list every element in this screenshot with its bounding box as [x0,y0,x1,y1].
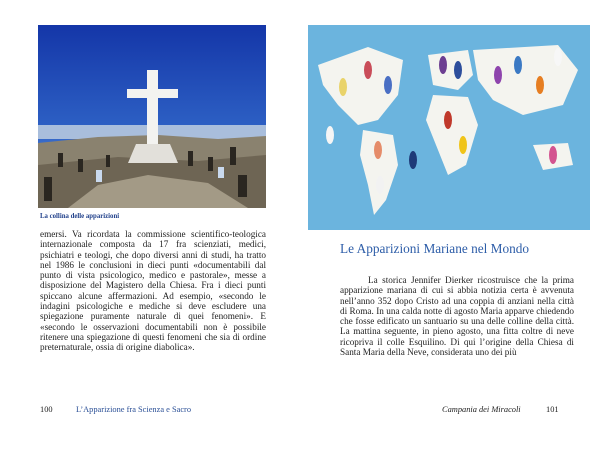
left-running-title: L’Apparizione fra Scienza e Sacro [76,405,192,414]
right-page-number: 101 [546,405,559,414]
left-body-paragraph: emersi. Va ricordata la commissione scientifico-teologica internazionale composta da 17 fra scienziati, medici, psichiatri e teologi, che dopo diversi anni di studi, ha tratto nel 1986 le conclusioni in dieci punti «documentabili dal punto di vista psicologico, medico e pastorale», messe a disposizione del Magistero della Chiesa. Fra i dieci punti spiccano alcune affermazioni. Ad esempio, «secondo le indagini psicologiche e mediche si deve escludere una spiegazione puramente naturale di quei fenomeni». E «secondo le osservazioni documentabili non è possibile ritenere una spiegazione di questi fenomeni che sia di ordine preternaturale, ossia di origine diabolica». [40,229,266,353]
left-body-text [40,229,266,353]
apparitions-world-map [308,25,590,230]
right-running-title: Campania dei Miracoli [442,405,521,414]
right-body-paragraph: La storica Jennifer Dierker ricostruisce che la prima apparizione mariana di cui si abbia notizia certa è avvenuta nell’anno 352 dopo Cristo ad una coppia di anziani nella città di Roma. In una calda notte di agosto Maria apparve chiedendo che fosse edificato un santuario su una delle colline della città. La mattina seguente, in pieno agosto, una fitta coltre di neve ricopriva il colle Esquilino. Di qui l’origine della Chiesa di Santa Maria della Neve, considerata uno dei più [340,275,574,358]
hilltop-cross-photo [38,25,266,208]
photo-caption: La collina delle apparizioni [40,213,120,220]
left-page-number: 100 [40,405,53,414]
section-title: Le Apparizioni Mariane nel Mondo [340,241,530,256]
right-body-text [340,275,574,357]
